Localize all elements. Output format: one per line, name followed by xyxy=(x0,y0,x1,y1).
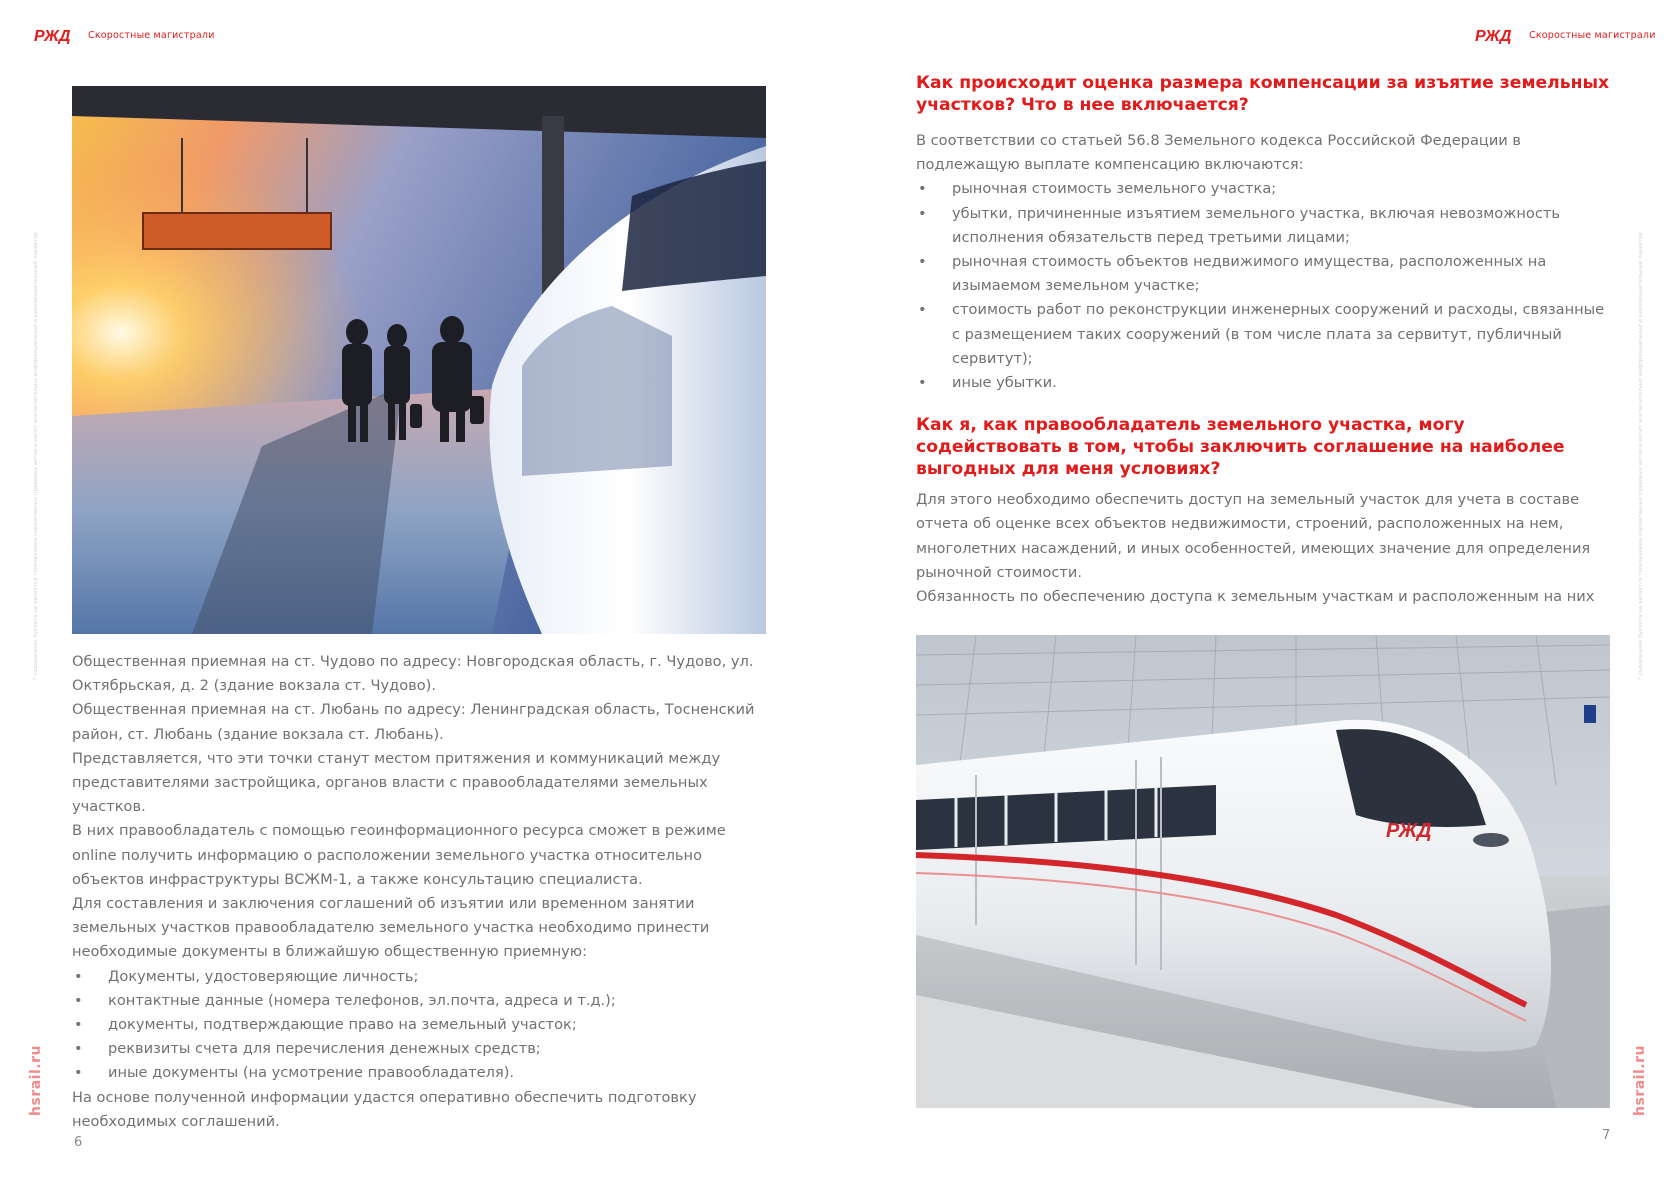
paragraph: Представляется, что эти точки станут местом притяжения и коммуникаций между представителями застройщика, органов власти с правообладателями земельных участков. xyxy=(72,749,721,816)
left-text-block xyxy=(72,650,762,1134)
list-item: • стоимость работ по реконструкции инженерных сооружений и расходы, связанные с размещением таких сооружений (в том числе плата за сервитут, публичный сервитут); xyxy=(916,298,1616,371)
list-item: • убытки, причиненные изъятием земельного участка, включая невозможность исполнения обязательств перед третьими лицами; xyxy=(916,202,1616,250)
paragraph: Общественная приемная на ст. Чудово по адресу: Новгородская область, г. Чудово, ул. Октябрьская, д. 2 (здание вокзала ст. Чудово). xyxy=(72,653,754,695)
question-title: Как происходит оценка размера компенсации за изъятие земельных участков? Что в нее включается? xyxy=(916,73,1610,115)
compensation-list xyxy=(916,177,1616,395)
header-subtitle: Скоростные магистрали xyxy=(1529,30,1656,41)
svg-text:РЖД: РЖД xyxy=(1475,28,1512,44)
documents-list xyxy=(72,965,762,1086)
disclaimer-left: * содержание буклета не является толкованием нормативных правовых актов и носит исключительно информационный и рекомендательный характер xyxy=(33,231,39,680)
list-item: • рыночная стоимость объектов недвижимого имущества, расположенных на изымаемом земельном участке; xyxy=(916,250,1616,298)
svg-text:РЖД: РЖД xyxy=(34,28,71,44)
list-item: • документы, подтверждающие право на земельный участок; xyxy=(72,1013,762,1037)
header-subtitle: Скоростные магистрали xyxy=(88,30,215,41)
list-item: • контактные данные (номера телефонов, эл.почта, адреса и т.д.); xyxy=(72,989,762,1013)
closing-paragraph: На основе полученной информации удастся оперативно обеспечить подготовку необходимых соглашений. xyxy=(72,1088,697,1130)
question-title: Как я, как правообладатель земельного участка, могу содействовать в том, чтобы заключить соглашение на наиболее выгодных для меня условиях? xyxy=(916,415,1565,480)
station-sunset-photo xyxy=(72,86,766,634)
brand-logo-right xyxy=(1475,27,1656,44)
page-number-right: 7 xyxy=(1602,1128,1611,1143)
high-speed-train-photo xyxy=(916,635,1610,1108)
list-item: • реквизиты счета для перечисления денежных средств; xyxy=(72,1037,762,1061)
paragraph: Общественная приемная на ст. Любань по адресу: Ленинградская область, Тосненский район, ст. Любань (здание вокзала ст. Любань). xyxy=(72,701,755,743)
list-item: • Документы, удостоверяющие личность; xyxy=(72,965,762,989)
rzd-logo-icon xyxy=(34,27,74,44)
rzd-logo-icon xyxy=(1475,27,1515,44)
paragraph: Обязанность по обеспечению доступа к земельным участкам и расположенным на них xyxy=(916,588,1595,606)
site-link-right[interactable]: hsrail.ru xyxy=(1632,1045,1648,1116)
list-item: • иные убытки. xyxy=(916,371,1616,395)
page-number-left: 6 xyxy=(74,1135,83,1150)
list-item: • рыночная стоимость земельного участка; xyxy=(916,177,1616,201)
paragraph: Для этого необходимо обеспечить доступ на земельный участок для учета в составе отчета об оценке всех объектов недвижимости, строений, расположенных на нем, многолетних насаждений, и иных особенностей, имеющих значение для определения рыночной стоимости. xyxy=(916,491,1591,581)
paragraph: В соответствии со статьей 56.8 Земельного кодекса Российской Федерации в подлежащую выплате компенсацию включаются: xyxy=(916,132,1522,174)
disclaimer-right: * содержание буклета не является толкованием нормативных правовых актов и носит исключительно информационный и рекомендательный характер xyxy=(1638,231,1644,680)
paragraph: Для составления и заключения соглашений об изъятии или временном занятии земельных участков правообладателю земельного участка необходимо принести необходимые документы в ближайшую общественную приемную: xyxy=(72,895,710,961)
brand-logo-left xyxy=(34,27,215,44)
site-link-left[interactable]: hsrail.ru xyxy=(28,1045,44,1116)
right-text-block xyxy=(916,72,1616,609)
paragraph: В них правообладатель с помощью геоинформационного ресурса сможет в режиме online получить информацию о расположении земельного участка относительно объектов инфраструктуры ВСЖМ-1, а также консультацию специалиста. xyxy=(72,822,726,888)
train-logo-text: РЖД xyxy=(1386,820,1432,842)
list-item: • иные документы (на усмотрение правообладателя). xyxy=(72,1061,762,1085)
